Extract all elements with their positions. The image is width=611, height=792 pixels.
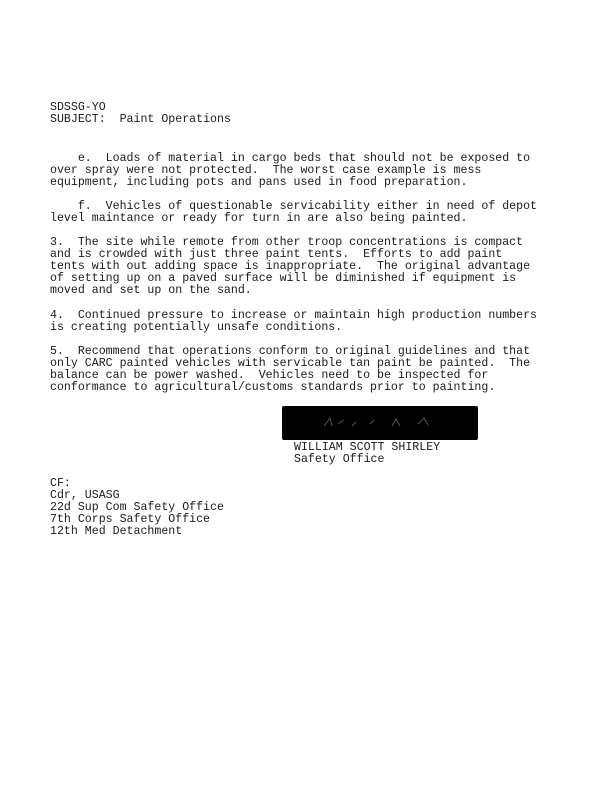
paragraph-line: 4. Continued pressure to increase or maintain high production numbers <box>50 309 538 322</box>
subject-text: Paint Operations <box>119 113 231 126</box>
paragraph-line: 5. Recommend that operations conform to original guidelines and that <box>50 345 531 358</box>
cf-recipient: 22d Sup Com Safety Office <box>50 501 224 514</box>
paragraph-line: 3. The site while remote from other troop concentrations is compact <box>50 236 524 249</box>
paragraph-line: equipment, including pots and pans used in food preparation. <box>50 176 468 189</box>
paragraph-line: is creating potentially unsafe conditions. <box>50 321 343 334</box>
signer-title: Safety Office <box>294 453 385 466</box>
paragraph-line: of setting up on a paved surface will be diminished if equipment is <box>50 272 517 285</box>
paragraph-line: level maintance or ready for turn in are also being painted. <box>50 212 468 225</box>
paragraph-line: f. Vehicles of questionable servicability either in need of depot <box>50 200 538 213</box>
signer-name: WILLIAM SCOTT SHIRLEY <box>294 441 441 454</box>
paragraph-line: only CARC painted vehicles with servicable tan paint be painted. The <box>50 357 531 370</box>
paragraph-line: e. Loads of material in cargo beds that should not be exposed to <box>50 152 531 165</box>
paragraph-line: tents with out adding space is inappropriate. The original advantage <box>50 260 531 273</box>
paragraph-line: and is crowded with just three paint tents. Efforts to add paint <box>50 248 503 261</box>
paragraph-line: over spray were not protected. The worst case example is mess <box>50 164 482 177</box>
subject-label: SUBJECT: <box>50 113 106 126</box>
subject-line <box>50 114 231 126</box>
cf-recipient: 7th Corps Safety Office <box>50 513 211 526</box>
paragraph-line: moved and set up on the sand. <box>50 284 252 297</box>
signature-scribble <box>322 414 442 432</box>
cf-recipient: Cdr, USASG <box>50 489 120 502</box>
paragraph-line: conformance to agricultural/customs standards prior to painting. <box>50 381 496 394</box>
office-symbol: SDSSG-YO <box>50 101 106 114</box>
cf-label: CF: <box>50 477 71 490</box>
paragraph-line: balance can be power washed. Vehicles need to be inspected for <box>50 369 489 382</box>
cf-recipient: 12th Med Detachment <box>50 525 183 538</box>
